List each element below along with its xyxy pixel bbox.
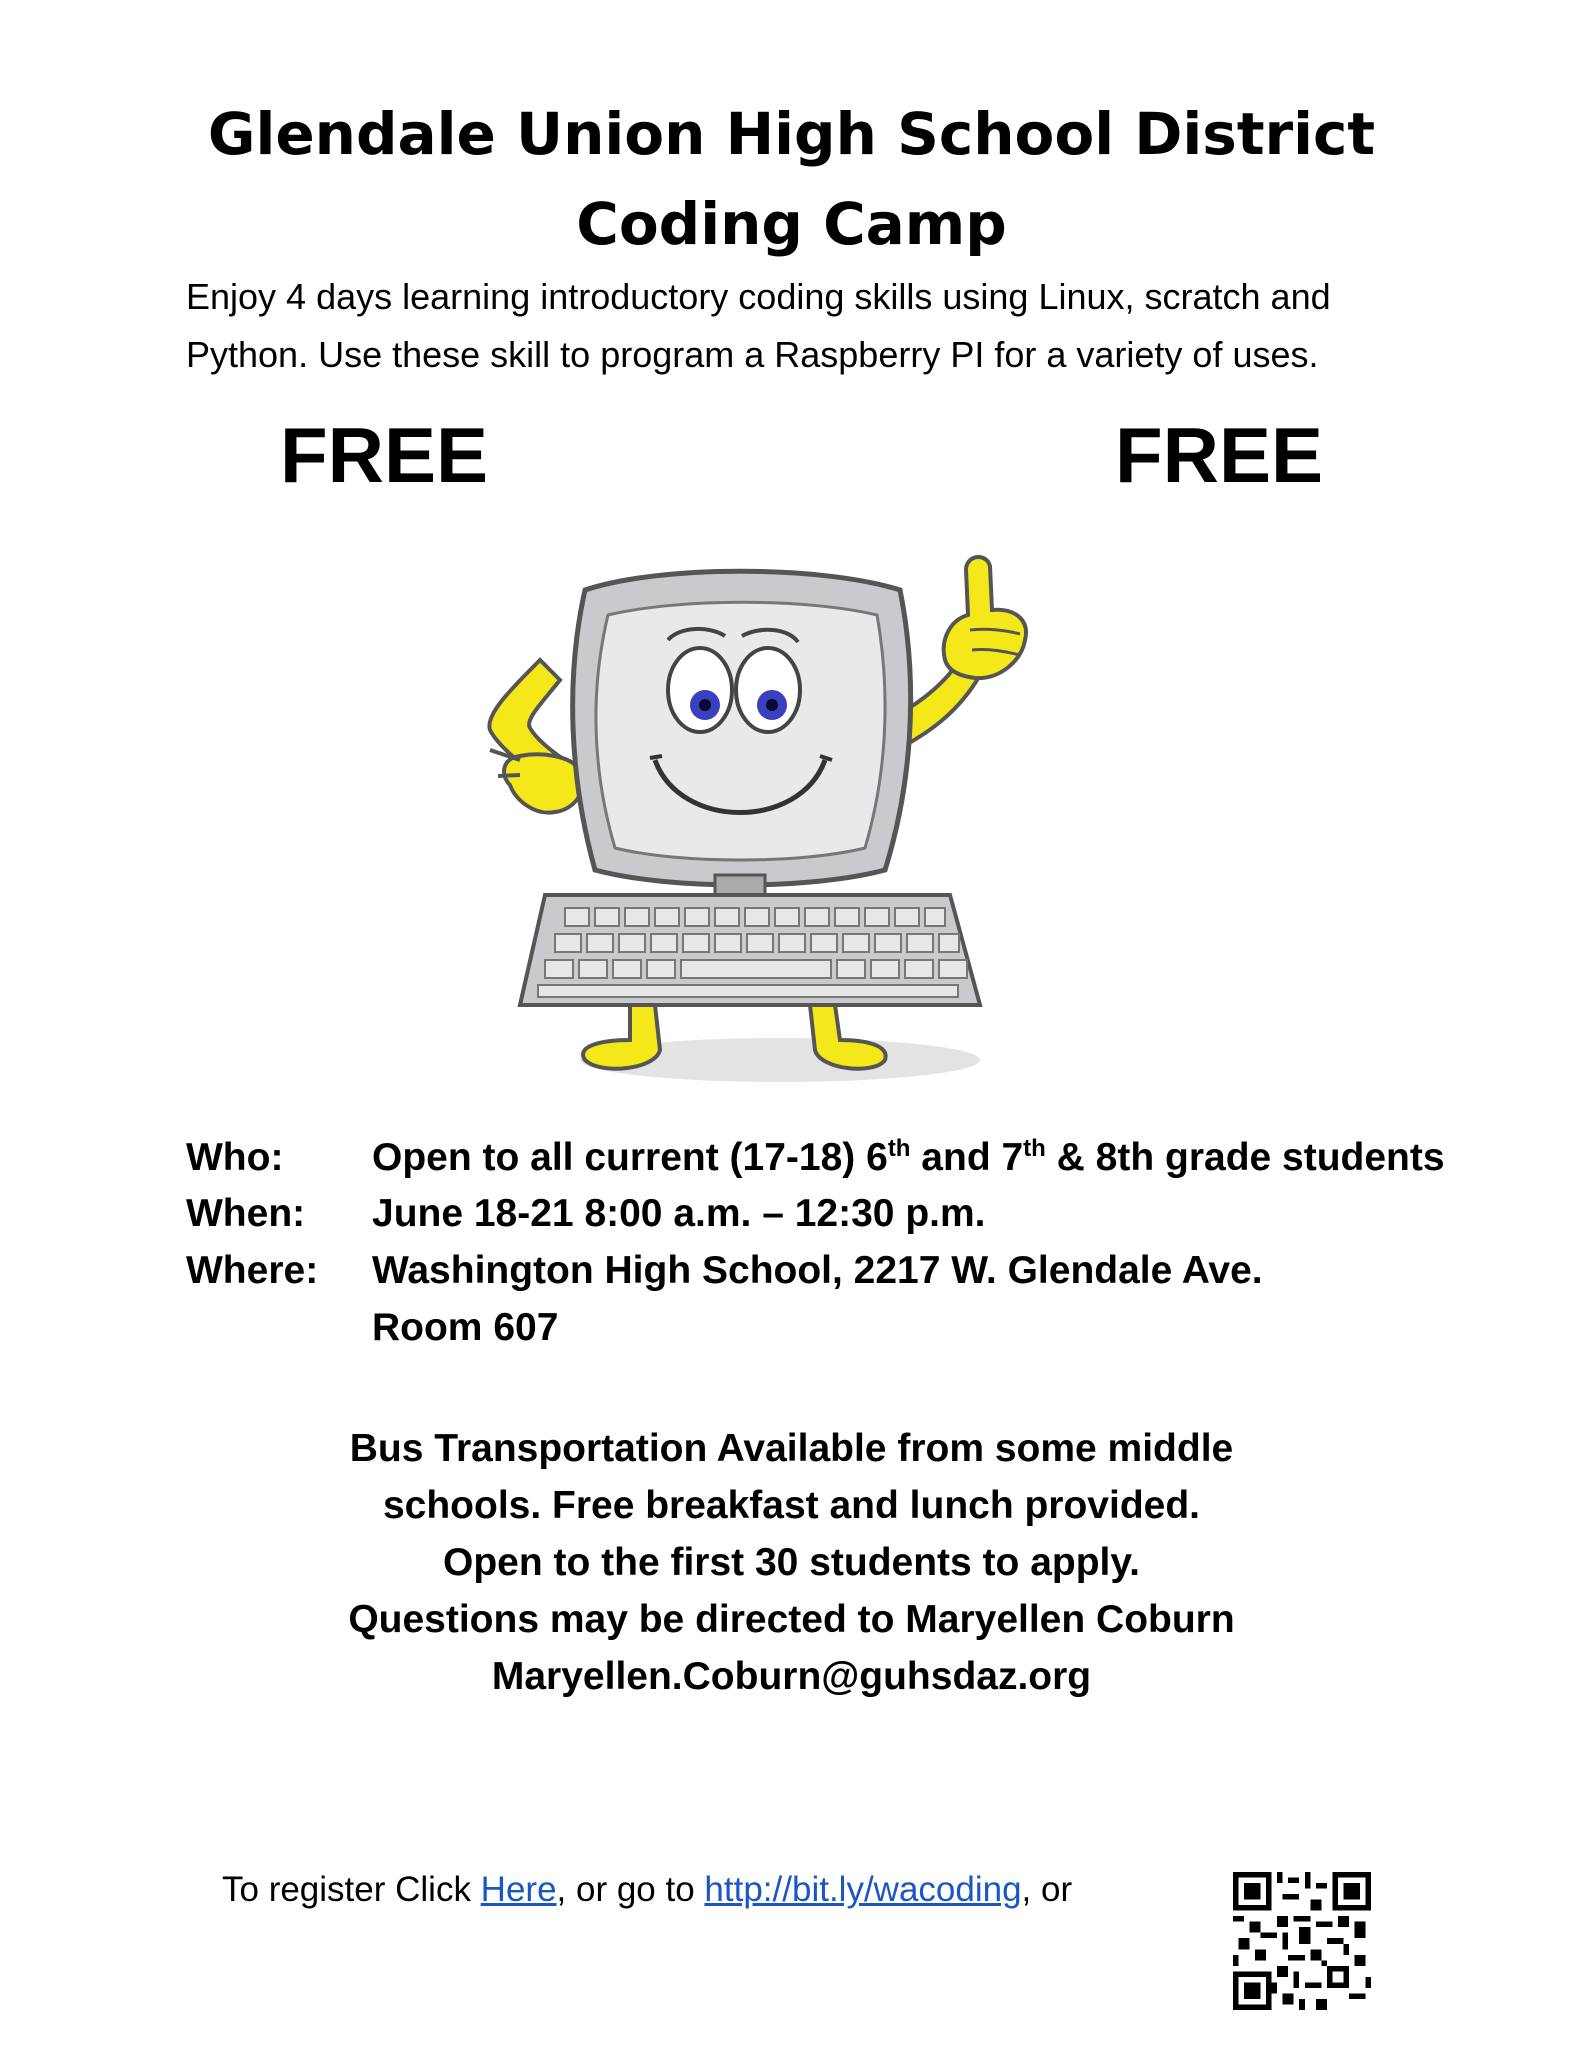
notes-block <box>0 1420 1583 1705</box>
page-title: Glendale Union High School District <box>207 100 1376 168</box>
qr-code-icon[interactable] <box>1233 1872 1371 2010</box>
who-label: Who: <box>186 1136 284 1179</box>
register-prefix: To register Click <box>222 1870 481 1909</box>
note-line: schools. Free breakfast and lunch provided. <box>382 1484 1201 1527</box>
who-value: Open to all current (17-18) 6th and 7th & 8th grade students <box>372 1135 1445 1179</box>
detail-when-row <box>186 1192 1566 1249</box>
note-line: Bus Transportation Available from some middle <box>349 1427 1234 1470</box>
register-url-link[interactable]: http://bit.ly/wacoding <box>704 1870 1022 1909</box>
detail-who-row <box>186 1135 1566 1192</box>
free-label-left: FREE <box>280 411 489 499</box>
event-details <box>186 1135 1566 1363</box>
register-here-link[interactable]: Here <box>480 1870 557 1909</box>
intro-paragraph <box>186 268 1426 384</box>
where-label: Where: <box>186 1249 319 1292</box>
thumbs-up-computer-mascot-icon <box>480 530 1100 1090</box>
intro-line-1: Enjoy 4 days learning introductory coding skills using Linux, scratch and <box>186 276 1331 317</box>
when-value: June 18-21 8:00 a.m. – 12:30 p.m. <box>372 1192 986 1235</box>
register-suffix: , or <box>1021 1870 1073 1909</box>
page-subtitle: Coding Camp <box>576 190 1007 258</box>
note-line: Open to the first 30 students to apply. <box>442 1541 1140 1584</box>
where-room: Room 607 <box>372 1306 559 1349</box>
when-label: When: <box>186 1192 306 1235</box>
note-line: Questions may be directed to Maryellen Coburn <box>348 1598 1235 1641</box>
detail-where-row-continued <box>186 1306 1566 1363</box>
register-mid: , or go to <box>556 1870 705 1909</box>
intro-line-2: Python. Use these skill to program a Raspberry PI for a variety of uses. <box>186 334 1319 375</box>
where-value: Washington High School, 2217 W. Glendale Ave. <box>372 1249 1263 1292</box>
contact-email: Maryellen.Coburn@guhsdaz.org <box>491 1655 1092 1698</box>
free-label-right: FREE <box>1115 411 1324 499</box>
register-line <box>222 1870 1072 1910</box>
detail-where-row <box>186 1249 1566 1306</box>
